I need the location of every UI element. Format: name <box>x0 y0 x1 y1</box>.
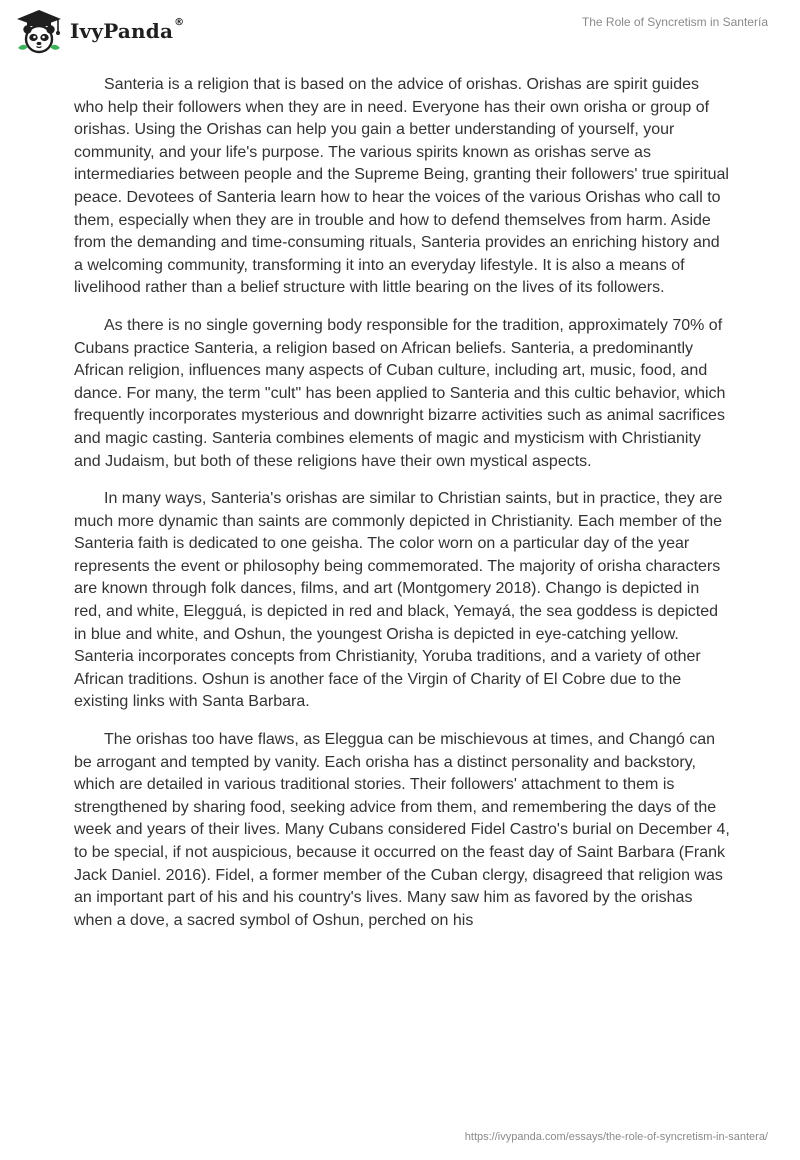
paragraph-1: Santeria is a religion that is based on the advice of orishas. Orishas are spirit guides who help their followers when they are in need. Everyone has their own orisha or group of orishas. Using the Orishas can help you gain a better understanding of yourself, your community, and your life's purpose. The various spirits known as orishas serve as intermediaries between people and the Supreme Being, granting their followers' true spiritual peace. Devotees of Santeria learn how to hear the voices of the various Orishas who call to them, especially when they are in trouble and how to defend themselves from harm. Aside from the demanding and time-consuming rituals, Santeria provides an enriching history and a welcoming community, transforming it into an everyday lifestyle. It is also a means of livelihood rather than a belief structure with little bearing on the lives of its followers. <box>74 76 729 297</box>
paragraph-2: As there is no single governing body responsible for the tradition, approximately 70% of Cubans practice Santeria, a religion based on African beliefs. Santeria, a predominantly African religion, influences many aspects of Cuban culture, including art, music, food, and dance. For many, the term "cult" has been applied to Santeria and this cultic behavior, which frequently incorporates mysterious and downright bizarre activities such as animal sacrifices and magic casting. Santeria combines elements of magic and mysticism with Christianity and Judaism, but both of these religions have their own mystical aspects. <box>74 316 726 470</box>
page-header <box>0 0 800 64</box>
document-title: The Role of Syncretism in Santería <box>581 15 768 29</box>
paragraph-4: The orishas too have flaws, as Eleggua can be mischievous at times, and Changó can be arrogant and tempted by vanity. Each orisha has a distinct personality and backstory, which are detailed in various traditional stories. Their followers' attachment to them is strengthened by sharing food, seeking advice from them, and remembering the days of the week and years of their lives. Many Cubans considered Fidel Castro's burial on December 4, to be special, if not auspicious, because it occurred on the feast day of Saint Barbara (Frank Jack Daniel. 2016). Fidel, a former member of the Cuban clergy, disagreed that religion was an important part of his and his country's lives. Many saw him as favored by the orishas when a dove, a sacred symbol of Oshun, perched on his <box>74 731 730 929</box>
brand-logo[interactable] <box>14 8 184 54</box>
essay-body <box>74 74 730 947</box>
brand-name: IvyPanda® <box>70 17 185 43</box>
paragraph-3: In many ways, Santeria's orishas are similar to Christian saints, but in practice, they are much more dynamic than saints are commonly depicted in Christianity. Each member of the Santeria faith is dedicated to one geisha. The color worn on a particular day of the year represents the event or philosophy being commemorated. The majority of orisha characters are known through folk dances, films, and art (Montgomery 2018). Chango is depicted in red, and white, Elegguá, is depicted in red and black, Yemayá, the sea goddess is depicted in blue and white, and Oshun, the youngest Orisha is depicted in eye-catching yellow. Santeria incorporates concepts from Christianity, Yoruba traditions, and a variety of other African traditions. Oshun is another face of the Virgin of Charity of El Cobre due to the existing links with Santa Barbara. <box>74 490 723 711</box>
footer-source-url[interactable]: https://ivypanda.com/essays/the-role-of-syncretism-in-santera/ <box>464 1131 768 1143</box>
registered-mark: ® <box>174 17 185 28</box>
panda-graduate-icon <box>14 8 64 54</box>
